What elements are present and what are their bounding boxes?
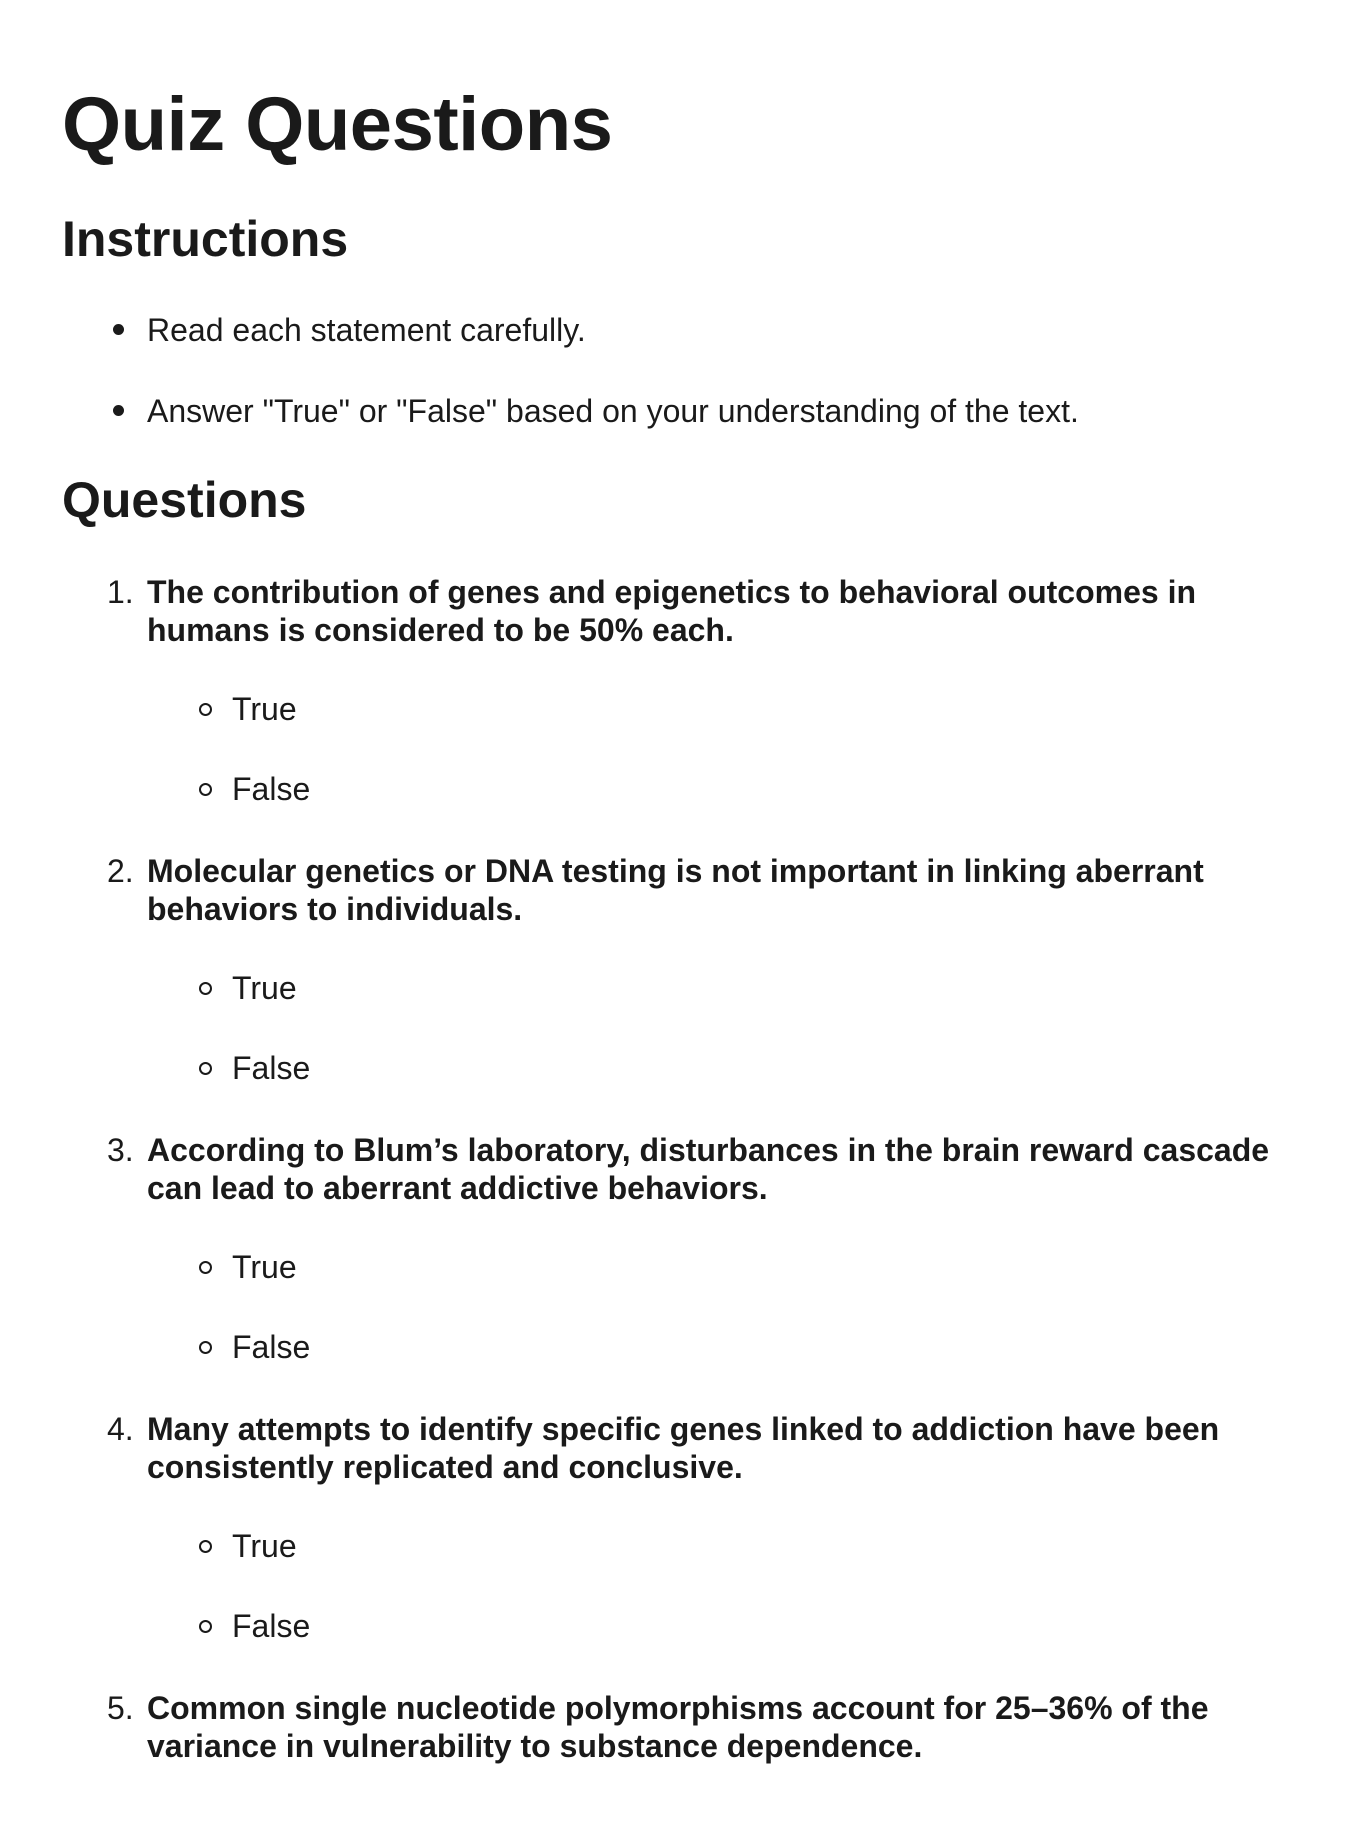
option-false[interactable] [232, 1607, 310, 1645]
option-false[interactable] [232, 770, 310, 808]
radio-circle-icon[interactable] [199, 1062, 212, 1075]
option-label: True [232, 1249, 297, 1285]
question-text: Common single nucleotide polymorphisms account for 25–36% of the variance in vulnerability to substance dependence. [147, 1690, 1209, 1764]
radio-circle-icon[interactable] [199, 1540, 212, 1553]
radio-circle-icon[interactable] [199, 1261, 212, 1274]
question-number: 4. [107, 1411, 134, 1447]
instruction-item [147, 392, 1297, 430]
option-true[interactable] [232, 969, 297, 1007]
option-true[interactable] [232, 1527, 297, 1565]
radio-circle-icon[interactable] [199, 1620, 212, 1633]
question-number: 5. [107, 1690, 134, 1726]
questions-heading: Questions [62, 472, 307, 528]
bullet-icon [113, 324, 124, 335]
instruction-text: Answer "True" or "False" based on your understanding of the text. [147, 393, 1079, 429]
page-title: Quiz Questions [62, 82, 613, 167]
radio-circle-icon[interactable] [199, 1341, 212, 1354]
option-label: False [232, 771, 311, 807]
option-label: False [232, 1329, 311, 1365]
option-label: False [232, 1050, 311, 1086]
question-number: 1. [107, 574, 134, 610]
option-true[interactable] [232, 690, 297, 728]
instruction-text: Read each statement carefully. [147, 312, 586, 348]
question-number: 3. [107, 1132, 134, 1168]
instruction-item [147, 311, 1297, 349]
question-text: The contribution of genes and epigenetics to behavioral outcomes in humans is considered to be 50% each. [147, 574, 1197, 648]
question-text: According to Blum’s laboratory, disturbances in the brain reward cascade can lead to aberrant addictive behaviors. [147, 1132, 1270, 1206]
radio-circle-icon[interactable] [199, 783, 212, 796]
option-label: True [232, 970, 297, 1006]
option-label: False [232, 1608, 311, 1644]
question-text: Molecular genetics or DNA testing is not important in linking aberrant behaviors to individuals. [147, 853, 1204, 927]
option-false[interactable] [232, 1049, 310, 1087]
radio-circle-icon[interactable] [199, 703, 212, 716]
bullet-icon [113, 405, 124, 416]
option-false[interactable] [232, 1328, 310, 1366]
option-label: True [232, 691, 297, 727]
question-number: 2. [107, 853, 134, 889]
radio-circle-icon[interactable] [199, 982, 212, 995]
instructions-heading: Instructions [62, 211, 349, 267]
question-text: Many attempts to identify specific genes linked to addiction have been consistently replicated and conclusive. [147, 1411, 1220, 1485]
option-true[interactable] [232, 1248, 297, 1286]
option-label: True [232, 1528, 297, 1564]
